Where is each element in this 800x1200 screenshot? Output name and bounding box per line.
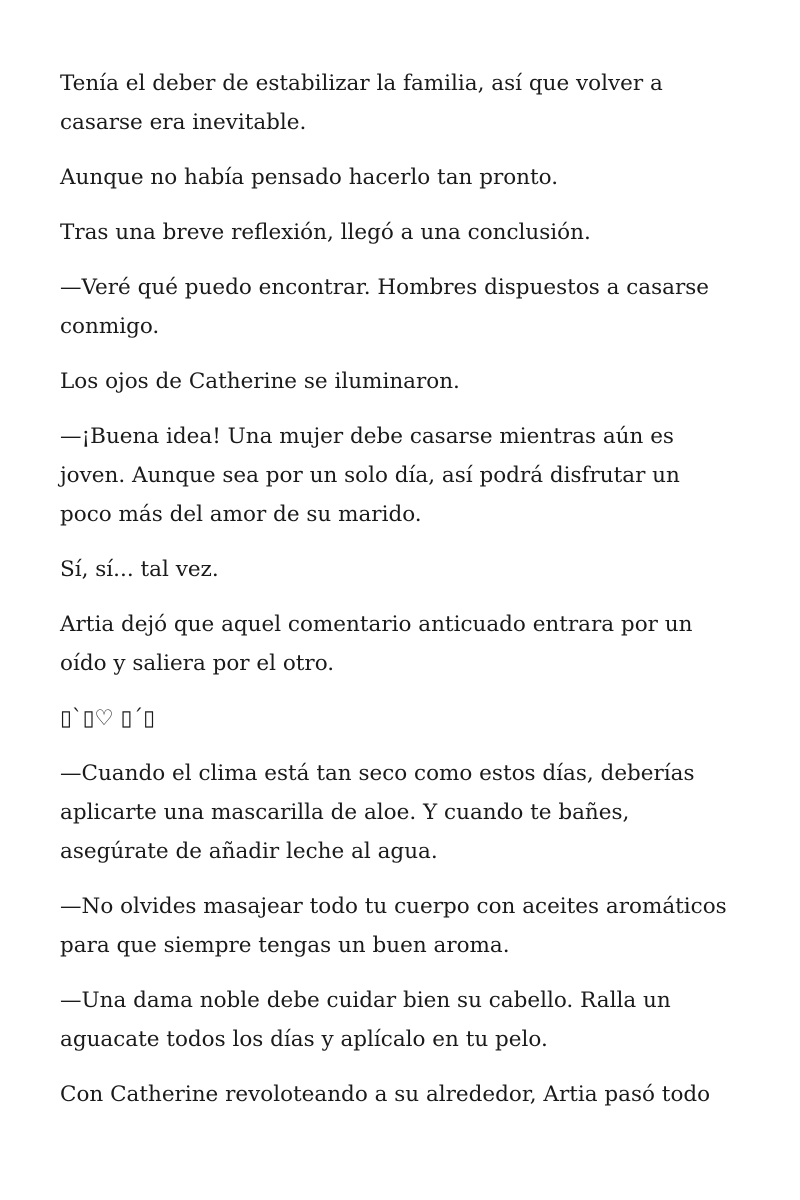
paragraph: —No olvides masajear todo tu cuerpo con aceites aromáticos para que siempre tengas un buen aroma. [60,894,727,958]
paragraph: —Veré qué puedo encontrar. Hombres dispuestos a casarse conmigo. [60,275,709,339]
paragraph: Tenía el deber de estabilizar la familia, así que volver a casarse era inevitable. [60,71,663,135]
paragraph: Artia dejó que aquel comentario anticuado entrara por un oído y saliera por el otro. [60,612,693,676]
paragraph: —Cuando el clima está tan seco como estos días, deberías aplicarte una mascarilla de aloe. Y cuando te bañes, asegúrate de añadir leche al agua. [60,761,695,864]
reading-page [60,64,732,1130]
paragraph: Los ojos de Catherine se iluminaron. [60,369,460,394]
paragraph: Con Catherine revoloteando a su alrededor, Artia pasó todo [60,1082,711,1107]
paragraph: Aunque no había pensado hacerlo tan pronto. [60,165,559,190]
scene-divider: ▯`▯♡ ▯´▯ [60,706,155,731]
paragraph: Sí, sí... tal vez. [60,557,219,582]
paragraph: —¡Buena idea! Una mujer debe casarse mientras aún es joven. Aunque sea por un solo día, así podrá disfrutar un poco más del amor de su marido. [60,424,680,527]
paragraph: —Una dama noble debe cuidar bien su cabello. Ralla un aguacate todos los días y aplícalo en tu pelo. [60,988,671,1052]
paragraph: Tras una breve reflexión, llegó a una conclusión. [60,220,591,245]
